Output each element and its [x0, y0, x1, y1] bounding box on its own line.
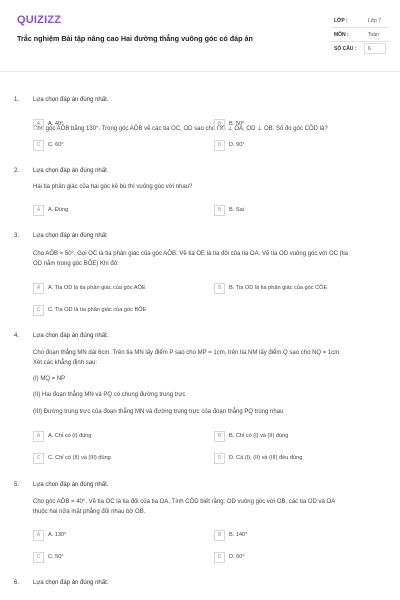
answer-option[interactable]	[214, 431, 384, 443]
meta-value: Toán	[368, 32, 379, 38]
question-text: Hai tia phân giác của hai góc kề bù thì vuông góc với nhau?	[33, 184, 193, 190]
option-text: D. 90°	[229, 142, 245, 148]
question-number: 2.	[14, 168, 20, 174]
answer-option[interactable]	[33, 431, 203, 443]
option-text: A. 130°	[48, 532, 67, 538]
question-text: (III) Đường trung trực của đoạn thẳng MN và đường trung trực của đoạn thẳng PQ trùng nhau	[33, 409, 284, 415]
meta-value: 6	[364, 43, 386, 54]
option-text: B. 140°	[229, 532, 248, 538]
question-prompt: Lựa chọn đáp án đúng nhất.	[33, 482, 109, 488]
question-prompt: Lựa chọn đáp án đúng nhất.	[33, 333, 109, 339]
option-letter: A	[33, 431, 44, 442]
option-text: C. 60°	[48, 142, 64, 148]
question-text: Xét các khẳng định sau:	[33, 360, 98, 366]
meta-row-class	[330, 14, 388, 28]
answer-option[interactable]	[33, 305, 203, 317]
question-number: 4.	[14, 333, 20, 339]
option-letter: B	[214, 431, 225, 442]
option-text: C. Chỉ có (II) và (III) đúng	[48, 455, 111, 461]
header-divider	[0, 71, 400, 72]
question-prompt: Lựa chọn đáp án đúng nhất	[33, 233, 107, 239]
answer-option[interactable]	[33, 283, 203, 295]
answer-option[interactable]	[33, 453, 203, 465]
answer-option[interactable]	[33, 119, 203, 131]
meta-value: Lớp 7	[368, 18, 382, 24]
question-text: Cho góc AÔB = 40°. Vẽ tia OC là tia đối của tia OA. Tính CÔD biết rằng: OD vuông góc với OB, các tia OD và OA	[33, 499, 336, 505]
option-text: A. 40°	[48, 121, 64, 127]
question-prompt: Lựa chọn đáp án đúng nhất	[33, 168, 107, 174]
option-text: B. 50°	[229, 121, 245, 127]
answer-option[interactable]	[214, 119, 384, 131]
question-text: (II) Hai đoạn thẳng MN và PQ có chung đường trung trực	[33, 392, 186, 398]
option-letter: A	[33, 530, 44, 541]
meta-row-subject	[330, 28, 388, 42]
answer-option[interactable]	[33, 530, 203, 542]
answer-option[interactable]	[214, 530, 384, 542]
option-text: D. Cả (I), (II) và (III) đều đúng	[229, 455, 303, 461]
answer-option[interactable]	[214, 283, 384, 295]
option-text: C. 50°	[48, 554, 64, 560]
option-letter: D	[214, 552, 225, 563]
quizizz-logo: QUIZIZZ	[17, 14, 62, 26]
answer-option[interactable]	[33, 205, 203, 217]
option-text: C. Tia OD là tia phân giác của góc BÔE	[48, 307, 147, 313]
option-letter: B	[214, 530, 225, 541]
question-text: Cho góc AÔB bằng 130°. Trong góc AÔB vẽ các tia OC, OD sao cho OC ⊥ OA, OD ⊥ OB. Số đo góc CÔD là?	[33, 126, 328, 132]
option-letter: C	[33, 140, 44, 151]
question-text: Cho AÔB = 50°. Gọi OC là tia phân giác của góc AÔB. Vẽ tia OE là tia đối của tia OA. Vẽ tia OD vuông góc với OC (tia	[33, 251, 348, 257]
question-number: 3.	[14, 233, 20, 239]
option-text: A. Đúng	[48, 207, 69, 213]
option-letter: C	[33, 453, 44, 464]
option-letter: D	[214, 453, 225, 464]
option-text: A. Chỉ có (I) đúng	[48, 433, 92, 439]
option-letter: A	[33, 283, 44, 294]
option-text: D. 60°	[229, 554, 245, 560]
worksheet-meta	[330, 14, 388, 56]
question-number: 6.	[14, 580, 20, 586]
meta-label: SỐ CÂU :	[334, 46, 357, 52]
answer-option[interactable]	[214, 453, 384, 465]
option-letter: B	[214, 283, 225, 294]
question-number: 1.	[14, 97, 20, 103]
answer-option[interactable]	[33, 552, 203, 564]
question-prompt: Lựa chọn đáp án đúng nhất.	[33, 97, 109, 103]
meta-row-question-count	[330, 42, 388, 56]
question-prompt: Lựa chọn đáp án đúng nhất.	[33, 580, 109, 586]
answer-option[interactable]	[214, 552, 384, 564]
option-letter: B	[214, 119, 225, 130]
option-text: A. Tia OD là tia phân giác của góc AÔE	[48, 285, 146, 291]
answer-option[interactable]	[214, 140, 384, 152]
option-letter: C	[33, 552, 44, 563]
question-text: Cho đoạn thẳng MN dài 6cm. Trên tia MN lấy điểm P sao cho MP = 1cm, trên tia NM lấy điểm Q sao cho NQ = 1cm.	[33, 350, 341, 356]
option-letter: C	[33, 305, 44, 316]
meta-label: LỚP :	[334, 18, 348, 24]
question-number: 5.	[14, 482, 20, 488]
option-text: B. Chỉ có (I) và (II) đúng	[229, 433, 289, 439]
option-letter: A	[33, 119, 44, 130]
answer-option[interactable]	[33, 140, 203, 152]
worksheet-header	[0, 0, 400, 70]
option-letter: B	[214, 205, 225, 216]
option-text: B. Sai	[229, 207, 244, 213]
option-letter: D	[214, 140, 225, 151]
option-text: B. Tia OD là tia phân giác của góc CÔE	[229, 285, 328, 291]
meta-label: MÔN :	[334, 32, 349, 38]
question-text: thuộc hai nửa mặt phẳng đối nhau bờ OB.	[33, 509, 146, 515]
option-letter: A	[33, 205, 44, 216]
question-text: (I) MQ = NP	[33, 376, 66, 382]
answer-option[interactable]	[214, 205, 384, 217]
question-text: OD nằm trong góc BÔE) Khi đó:	[33, 261, 119, 267]
worksheet-title: Trắc nghiệm Bài tập nâng cao Hai đường thẳng vuông góc có đáp án	[17, 34, 253, 43]
